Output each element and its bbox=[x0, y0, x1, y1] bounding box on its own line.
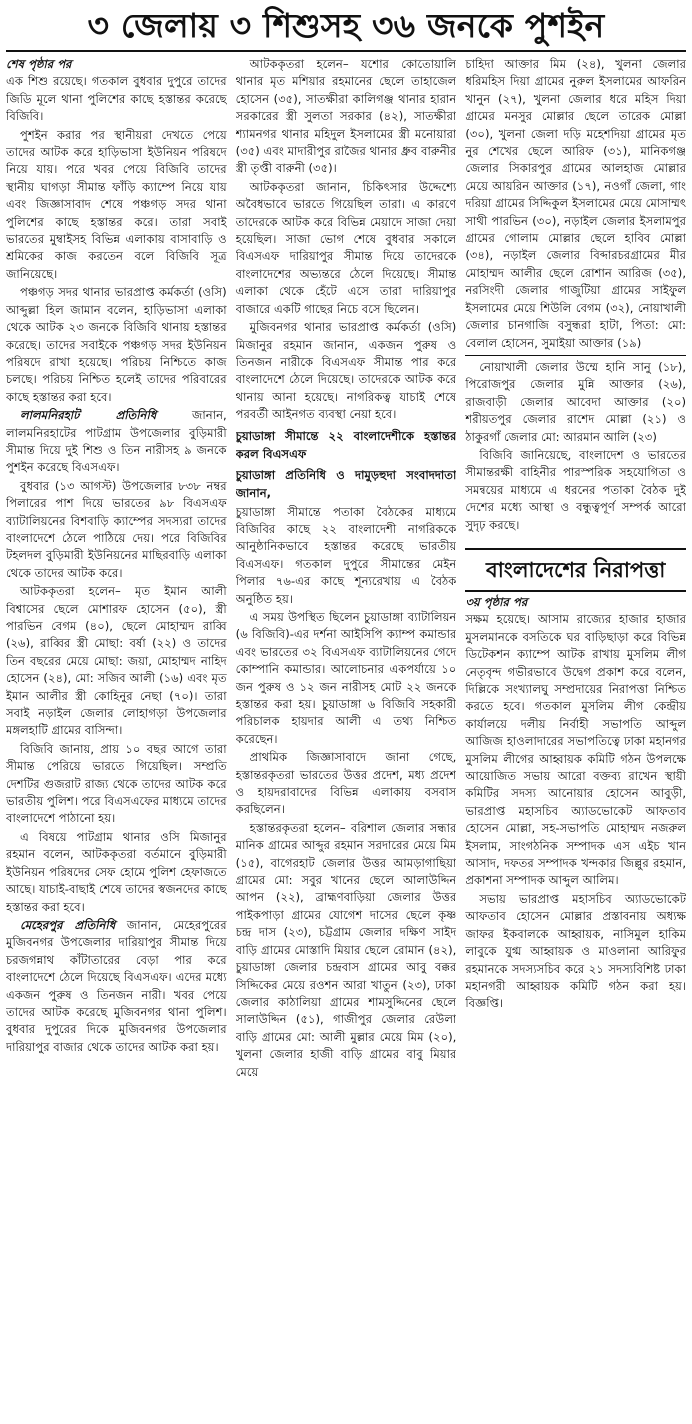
paragraph: এক শিশু রয়েছে। গতকাল বুধবার দুপুরে তাদের জিডি মূলে থানা পুলিশের কাছে হস্তান্তর করেছে বিজিবি। bbox=[6, 74, 227, 124]
correspondent-label: লালমনিরহাট প্রতিনিধি bbox=[20, 408, 157, 423]
paragraph: সভায় ভারপ্রাপ্ত মহাসচিব অ্যাডভোকেট আফতাব হোসেন মোল্লার প্রস্তাবনায় অধ্যক্ষ জাফর ইকবালকে আহ্বায়ক, নাসিমুল হাকিম লাবুকে যুগ্ম আহ্বায়ক ও মাওলানা আরিফুর রহমানকে সদস্যসচিব করে ২১ সদস্যবিশিষ্ট ঢাকা মহানগরী আহ্বায়ক কমিটি গঠন করা হয়। বিজ্ঞপ্তি। bbox=[465, 891, 687, 1011]
headline: ৩ জেলায় ৩ শিশুসহ ৩৬ জনকে পুশইন bbox=[87, 6, 605, 45]
paragraph: সক্ষম হয়েছে। আসাম রাজ্যের হাজার হাজার মুসলমানকে বসতিকে ঘর বাড়িছাড়া করে বিভিন্ন ডিটেকশন ক্যাম্পে আটক রাখায় মুসলিম লীগ নেতৃবৃন্দ গভীরভাবে উদ্বেগ প্রকাশ করে বলেন, দিল্লিকে সংখ্যালঘু সম্প্রদায়ের নিরাপত্তা নিশ্চিত করতে হবে। গতকাল মুসলিম লীগ কেন্দ্রীয় কার্যালয়ে দলীয় নির্বাহী সভাপতি আব্দুল আজিজ হাওলাদারের সভাপতিত্বে ঢাকা মহানগর মুসলিম লীগের আহ্বায়ক কমিটি গঠন উপলক্ষে আয়োজিত সভায় আরো বক্তব্য রাখেন স্থায়ী কমিটির সদস্য আনোয়ার হোসেন আবুড়ী, ভারপ্রাপ্ত মহাসচিব অ্যাডভোকেট আফতাব হোসেন মোল্লা, সহ-সভাপতি মোহাম্মদ নজরুল ইসলাম, সাংগঠনিক সম্পাদক এস এইচ খান আসাদ, দফতর সম্পাদক খন্দকার জিল্লুর রহমান, প্রকাশনা সম্পাদক আব্দুল আলিম। bbox=[465, 612, 687, 888]
divider bbox=[465, 355, 686, 356]
paragraph: পঞ্চগড় সদর থানার ভারপ্রাপ্ত কর্মকর্তা (ওসি) আব্দুল্লা হিল জামান বলেন, হাড়িভাসা এলাকা থেকে আটক ২৩ জনকে বিজিবি থানায় হস্তান্তর করেছে। তাদের সবাইকে পঞ্চগড় সদর ইউনিয়ন পরিষদে রাখা হয়েছে। পরিচয় নিশ্চিতে কাজ চলছে। পরিচয় নিশ্চিত হলেই তাদের পরিবারের কাছে হস্তান্তর করা হবে। bbox=[6, 285, 227, 404]
paragraph-text: জানান, মেহেরপুরের মুজিবনগর উপজেলার দারিয়াপুর সীমান্ত দিয়ে চরজগন্নাথ কাঁটাতারের বেড়া পার করে বাংলাদেশে ঠেলে দিয়েছে বিএসএফ। এদের মধ্যে একজন পুরুষ ও তিনজন নারী। খবর পেয়ে তাদের আটক করেছে মুজিবনগর থানা পুলিশ। বুধবার দুপুরের দিকে মুজিবনগর উপজেলার দারিয়াপুর বাজার থেকে তাদের আটক করা হয়। bbox=[6, 917, 227, 1054]
paragraph: এ বিষয়ে পাটগ্রাম থানার ওসি মিজানুর রহমান বলেন, আটককৃতরা বর্তমানে বুড়িমারী ইউনিয়ন পরিষদের সেফ হোমে পুলিশ হেফাজতে আছে। যাচাই-বাছাই শেষে তাদের স্বজনদের কাছে হস্তান্তর করা হবে। bbox=[6, 829, 227, 914]
article-2-title: বাংলাদেশের নিরাপত্তা bbox=[465, 548, 686, 592]
paragraph: পুশইন করার পর স্থানীয়রা দেখতে পেয়ে তাদের আটক করে হাড়িভাসা ইউনিয়ন পরিষদে নিয়ে যায়। পরে খবর পেয়ে বিজিবি তাদের স্থানীয় ঘাগড়া সীমান্ত ফাঁড়ি ক্যাম্পে নিয়ে যায় এবং জিজ্ঞাসাবাদ শেষে পঞ্চগড় সদর থানা পুলিশের কাছে হস্তান্তর করে। তারা সবাই ভারতের মুম্বাইসহ বিভিন্ন এলাকায় বাসাবাড়ি ও শ্রমিকের কাজ করতেন বলে বিজিবি সূত্র জানিয়েছে। bbox=[6, 127, 227, 281]
column-1 bbox=[6, 56, 227, 1082]
continued-label: শেষ পৃষ্ঠার পর bbox=[6, 57, 72, 71]
paragraph bbox=[6, 407, 227, 477]
headline-rule bbox=[6, 50, 686, 52]
column-2 bbox=[236, 56, 457, 1082]
paragraph bbox=[6, 917, 227, 1056]
sub-headline: চুয়াডাঙ্গা সীমান্তে ২২ বাংলাদেশীকে হস্তান্তর করল বিএসএফ bbox=[235, 428, 457, 461]
paragraph: প্রাথমিক জিজ্ঞাসাবাদে জানা গেছে, হস্তান্তরকৃতরা ভারতের উত্তর প্রদেশ, মধ্য প্রদেশ ও হায়দরাবাদের বিভিন্ন এলাকায় বসবাস করছিলেন। bbox=[235, 750, 457, 817]
correspondent-label: চুয়াডাঙ্গা প্রতিনিধি ও দামুড়হুদা সংবাদদাতা জানান, bbox=[235, 467, 457, 500]
paragraph: বিজিবি জানায়, প্রায় ১০ বছর আগে তারা সীমান্ত পেরিয়ে ভারতে গিয়েছিল। সম্প্রতি দেশটির গুজরাট রাজ্য থেকে তাদের আটক করে ভারতীয় পুলিশ। পরে বিএসএফের মাধ্যমে তাদের বাংলাদেশে পাঠানো হয়। bbox=[6, 741, 227, 826]
paragraph: আটককৃতরা হলেন– যশোর কোতোয়ালি থানার মৃত মশিয়ার রহমানের ছেলে তাহাজেল হোসেন (৩৫), সাতক্ষীরা কালিগঞ্জ থানার হারান সরকারের স্ত্রী সুলতা সরকার (৪২), সাতক্ষীরা শ্যামনগর থানার মহিদুল ইসলামের স্ত্রী মনোয়ারা (৩৫) এবং মাদারীপুর রাজৈর থানার ধ্রুব বারুনীর স্ত্রী তৃপ্তী বারুনী (৩৫)। bbox=[235, 57, 457, 176]
paragraph: চাহিদা আক্তার মিম (২৪), খুলনা জেলার ধরিমহিস দিয়া গ্রামের নুরুল ইসলামের আফরিন খানুন (২৭), খুলনা জেলার ধরে মহিস দিয়া গ্রামের মনসুর মোল্লার ছেলে তারেক মোল্লা (৩০), খুলনা জেলা দড়ি মহেশদিয়া গ্রামের মৃত নুর শেখের ছেলে আরিফ (৩১), মানিকগঞ্জ জেলার সিকারপুর গ্রামের আলহাজ মোল্লার মেয়ে আয়রিন আক্তার (১৭), নওগাঁ জেলা, গাং দরিয়া গ্রামের সিদ্দিকুল ইসলামের মেয়ে মোসাম্মৎ সাথী পারভিন (৩০), নড়াইল জেলার ইসলামপুর গ্রামের গোলাম মোল্লার ছেলে হাবিব মোল্লা (৩৪), নড়াইল জেলার বিব্দারচরগ্রামের মীর মোহাম্মদ আলীর ছেলে রোশান আরিজ (৩৫), নরসিংদী জেলার গাজুটিয়া গ্রামের সাইফুল ইসলামের মেয়ে শিউলি বেগম (৩২), নোয়াখালী জেলার চানগাজি বসুন্ধরা হাটা, পিতা: মো: বেলাল হোসেন, সুমাইয়া আক্তার (১৯) bbox=[465, 57, 687, 350]
paragraph: হস্তান্তরকৃতরা হলেন– বরিশাল জেলার সন্ধার মানিক গ্রামের আব্দুর রহমান সরদারের মেয়ে মিম (১৫), বাগেরহাট জেলার উত্তর আমড়াগাছিয়া গ্রামের মো: সবুর খানের ছেলে আলাউদ্দিন আপন (২২), ব্রাহ্মণবাড়িয়া জেলার উত্তর পাইকপাড়া গ্রামের যোগেশ দাসের ছেলে কৃষ্ণ চন্দ্র দাস (২৩), চট্টগ্রাম জেলার দক্ষিণ সাইদ বাড়ি গ্রামের মোস্তাদি মিয়ার ছেলে রোমান (৪২), চুয়াডাঙ্গা জেলার চন্দ্রবাস গ্রামের আবু বক্কর সিদ্দিকের মেয়ে রওশন আরা খাতুন (২৩), ঢাকা জেলার কাঠালিয়া গ্রামের শামসুদ্দিনের ছেলে সালাউদ্দিন (৫১), গাজীপুর জেলার রেউলা বাড়ি গ্রামের মো: আলী মুল্লার মেয়ে মিম (২০), খুলনা জেলার হাজী বাড়ি গ্রামের বাবু মিয়ার মেয়ে bbox=[235, 820, 457, 1079]
paragraph: নোয়াখালী জেলার উম্মে হানি সানু (১৮), পিরোজপুর জেলার মুন্নি আক্তার (২৬), রাজবাড়ী জেলার আবেদা আক্তার (২০) শরীয়তপুর জেলার রাশেদ মোল্লা (২১) ও ঠাকুরগাঁ জেলার মো: আরমান আলি (২৩) bbox=[465, 359, 687, 444]
continued-label: ৩য় পৃষ্ঠার পর bbox=[465, 594, 528, 609]
article-columns bbox=[6, 56, 686, 1082]
paragraph: বুধবার (১৩ আগস্ট) উপজেলার ৮৩৮ নম্বর পিলারের পাশ দিয়ে ভারতের ৯৮ বিএসএফ ব্যাটালিয়নের বিশবাড়ি ক্যাম্পের সদস্যরা তাদের বাংলাদেশে ঠেলে পাঠিয়ে দেয়। পরে বিজিবির টহলদল বুড়িমারী ইউনিয়নের মাছিরবাড়ি এলাকা থেকে তাদের আটক করে। bbox=[6, 478, 227, 580]
paragraph: এ সময় উপস্থিত ছিলেন চুয়াডাঙ্গা ব্যাটালিয়ন (৬ বিজিবি)-এর দর্শনা আইসিপি ক্যাম্প কমান্ডার এবং ভারতের ৩২ বিএসএফ ব্যাটালিয়নের গেদে কোম্পানি কমান্ডার। আলোচনার একপর্যায়ে ১০ জন পুরুষ ও ১২ জন নারীসহ মোট ২২ জনকে হস্তান্তর করা হয়। চুয়াডাঙ্গা ৬ বিজিবি সহকারী পরিচালক হায়দার আলী এ তথ্য নিশ্চিত করেছেন। bbox=[235, 609, 457, 746]
paragraph: চুয়াডাঙ্গা সীমান্তে পতাকা বৈঠকের মাধ্যমে বিজিবির কাছে ২২ বাংলাদেশী নাগরিককে আনুষ্ঠানিকভাবে হস্তান্তর করেছে ভারতীয় বিএসএফ। গতকাল দুপুরে সীমান্তের মেইন পিলার ৭৬-এর কাছে শূন্যরেখায় এ বৈঠক অনুষ্ঠিত হয়। bbox=[235, 504, 457, 606]
column-3 bbox=[465, 56, 686, 1082]
paragraph: আটককৃতরা হলেন– মৃত ইমান আলী বিশ্বাসের ছেলে মোশারফ হোসেন (৫০), স্ত্রী পারভিন বেগম (৪০), ছেলে মোহাম্মদ রাব্বি (২৬), রাব্বির স্ত্রী মোছা: বর্ষা (২২) ও তাদের তিন বছরের মেয়ে মোছা: জয়া, মোহাম্মদ নাহিদ হোসেন (২৪), মো: সজিব আলী (১৬) এবং মৃত ইমান আলীর স্ত্রী কোহিনুর নেছা (৭০)। তারা সবাই নড়াইল জেলার লোহাগড়া উপজেলার মঙ্গলহাটি গ্রামের বাসিন্দা। bbox=[6, 584, 227, 738]
paragraph: মুজিবনগর থানার ভারপ্রাপ্ত কর্মকর্তা (ওসি) মিজানুর রহমান জানান, একজন পুরুষ ও তিনজন নারীকে বিএসএফ সীমান্ত পার করে বাংলাদেশে ঠেলে দিয়েছে। তাদেরকে আটক করে থানায় আনা হয়েছে। নাগরিকত্ব যাচাই শেষে পরবর্তী আইনগত ব্যবস্থা নেয়া হবে। bbox=[235, 320, 457, 422]
paragraph: বিজিবি জানিয়েছে, বাংলাদেশ ও ভারতের সীমান্তরক্ষী বাহিনীর পারস্পরিক সহযোগিতা ও সমন্বয়ের মাধ্যমে এ ধরনের পতাকা বৈঠক দুই দেশের মধ্যে আস্থা ও বন্ধুত্বপূর্ণ সম্পর্ক আরো সুদৃঢ় করছে। bbox=[465, 447, 687, 532]
correspondent-label: মেহেরপুর প্রতিনিধি bbox=[20, 917, 116, 932]
paragraph: আটককৃতরা জানান, চিকিৎসার উদ্দেশ্যে অবৈধভাবে ভারতে গিয়েছিল তারা। এ কারণে তাদেরকে আটক করে বিভিন্ন মেয়াদে সাজা দেয়া হয়েছিল। সাজা ভোগ শেষে বুধবার সকালে বিএসএফ দারিয়াপুর সীমান্ত দিয়ে তাদেরকে বাংলাদেশের অভ্যন্তরে ঠেলে দিয়েছে। সীমান্ত এলাকা থেকে হেঁটে এসে তারা দারিয়াপুর বাজারে একটি গাছের নিচে বসে ছিলেন। bbox=[235, 179, 457, 316]
paragraph-text: জানান, লালমনিরহাটের পাটগ্রাম উপজেলার বুড়িমারী সীমান্ত দিয়ে দুই শিশু ও তিন নারীসহ ৯ জনকে পুশইন করেছে বিএসএফ। bbox=[6, 408, 227, 475]
